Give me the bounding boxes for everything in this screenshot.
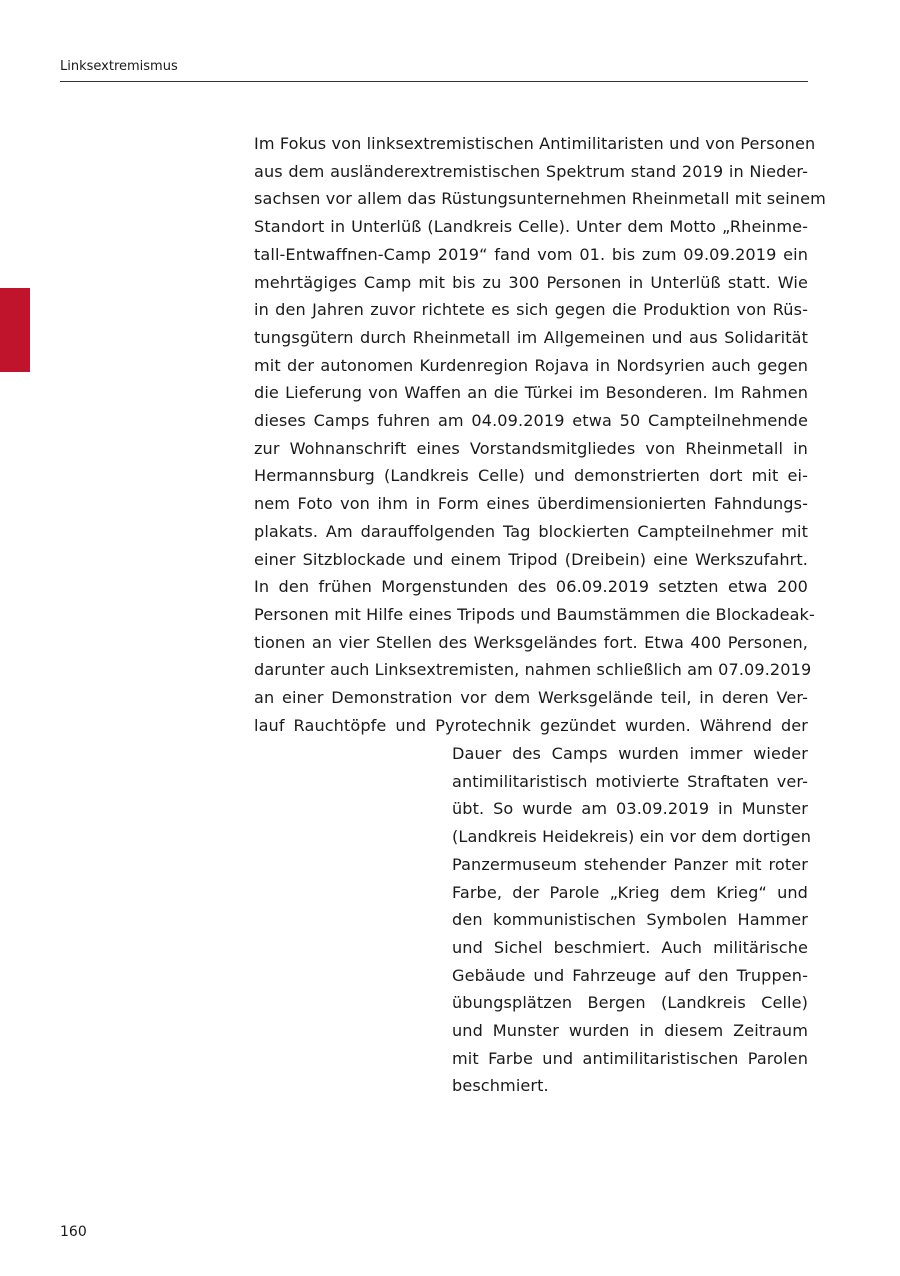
paragraph-line: nem Foto von ihm in Form eines überdimensionierten Fahndungs- <box>254 494 808 514</box>
paragraph-line: beschmiert. <box>452 1076 549 1096</box>
paragraph-line: Standort in Unterlüß (Landkreis Celle). Unter dem Motto „Rheinme- <box>254 217 808 237</box>
chapter-color-marker <box>0 288 30 372</box>
paragraph-line: Dauer des Camps wurden immer wieder <box>452 744 808 763</box>
paragraph-line: antimilitaristisch motivierte Straftaten ver- <box>452 771 808 791</box>
paragraph-line: darunter auch Linksextremisten, nahmen schließlich am 07.09.2019 <box>254 660 812 680</box>
paragraph-line: sachsen vor allem das Rüstungsunternehmen Rheinmetall mit seinem <box>254 189 826 209</box>
paragraph-line: mit der autonomen Kurdenregion Rojava in Nordsyrien auch gegen <box>254 355 808 375</box>
paragraph-line: (Landkreis Heidekreis) ein vor dem dortigen <box>452 827 812 847</box>
paragraph-line: plakats. Am darauffolgenden Tag blockierten Campteilnehmer mit <box>254 521 808 541</box>
paragraph-line: übungsplätzen Bergen (Landkreis Celle) <box>452 993 808 1013</box>
body-paragraph-wide <box>254 130 826 739</box>
header-divider <box>60 81 808 82</box>
paragraph-line: tionen an vier Stellen des Werksgeländes fort. Etwa 400 Personen, <box>254 632 808 652</box>
body-paragraph-narrow <box>452 740 812 1100</box>
paragraph-line: zur Wohnanschrift eines Vorstandsmitgliedes von Rheinmetall in <box>254 438 808 458</box>
paragraph-line: und Sichel beschmiert. Auch militärische <box>452 937 808 957</box>
paragraph-line: die Lieferung von Waffen an die Türkei im Besonderen. Im Rahmen <box>254 383 808 403</box>
paragraph-line: mit Farbe und antimilitaristischen Parolen <box>452 1048 808 1068</box>
paragraph-line: tungsgütern durch Rheinmetall im Allgemeinen und aus Solidarität <box>254 327 808 347</box>
paragraph-line: aus dem ausländerextremistischen Spektrum stand 2019 in Nieder- <box>254 161 808 181</box>
paragraph-line: Personen mit Hilfe eines Tripods und Baumstämmen die Blockadeak- <box>254 604 815 624</box>
paragraph-line: lauf Rauchtöpfe und Pyrotechnik gezündet wurden. Während der <box>254 715 808 735</box>
running-header-title: Linksextremismus <box>60 59 178 74</box>
paragraph-line: an einer Demonstration vor dem Werksgelände teil, in deren Ver- <box>254 688 808 708</box>
paragraph-line: tall-Entwaffnen-Camp 2019“ fand vom 01. bis zum 09.09.2019 ein <box>254 244 808 264</box>
paragraph-line: den kommunistischen Symbolen Hammer <box>452 910 808 930</box>
paragraph-line: übt. So wurde am 03.09.2019 in Munster <box>452 799 808 819</box>
page-number: 160 <box>60 1224 87 1240</box>
paragraph-line: Gebäude und Fahrzeuge auf den Truppen- <box>452 965 808 985</box>
paragraph-line: mehrtägiges Camp mit bis zu 300 Personen in Unterlüß statt. Wie <box>254 272 808 292</box>
paragraph-line: dieses Camps fuhren am 04.09.2019 etwa 50 Campteilnehmende <box>254 411 808 431</box>
paragraph-line: und Munster wurden in diesem Zeitraum <box>452 1021 808 1041</box>
paragraph-line: Im Fokus von linksextremistischen Antimilitaristen und von Personen <box>254 134 816 153</box>
paragraph-line: einer Sitzblockade und einem Tripod (Dreibein) eine Werkszufahrt. <box>254 549 808 569</box>
paragraph-line: Farbe, der Parole „Krieg dem Krieg“ und <box>452 882 808 902</box>
paragraph-line: in den Jahren zuvor richtete es sich gegen die Produktion von Rüs- <box>254 300 808 320</box>
paragraph-line: In den frühen Morgenstunden des 06.09.2019 setzten etwa 200 <box>254 577 808 597</box>
paragraph-line: Hermannsburg (Landkreis Celle) und demonstrierten dort mit ei- <box>254 466 808 486</box>
paragraph-line: Panzermuseum stehender Panzer mit roter <box>452 854 808 874</box>
